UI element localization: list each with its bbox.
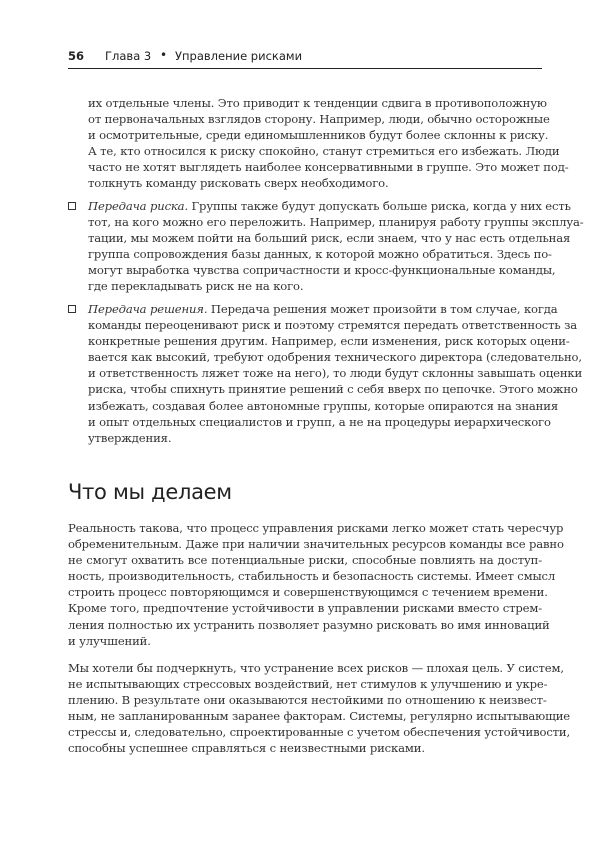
text-line: Кроме того, предпочтение устойчивости в управлении рисками вместо стрем- (68, 601, 542, 616)
text-line: Мы хотели бы подчеркнуть, что устранение всех рисков — плохая цель. У систем, (68, 661, 564, 675)
text-line: группа сопровождения базы данных, к которой можно обратиться. Здесь по- (88, 247, 552, 262)
checkbox-bullet-icon (68, 202, 76, 210)
text-line: и осмотрительные, среди единомышленников будут более склонны к риску. (88, 128, 549, 143)
text-line: их отдельные члены. Это приводит к тенденции сдвига в противоположную (88, 96, 547, 110)
body-paragraph (68, 520, 564, 649)
text-line: могут выработка чувства сопричастности и кросс-функциональные команды, (88, 263, 556, 278)
body-paragraph (68, 660, 571, 757)
text-line: А те, кто относился к риску спокойно, станут стремиться его избежать. Люди (88, 144, 560, 159)
text-line: от первоначальных взглядов сторону. Например, люди, обычно осторожные (88, 112, 550, 127)
chapter-label: Глава 3 (105, 49, 152, 63)
text-line: и ответственность ляжет тоже на него), то люди будут склонны завышать оценки (88, 366, 583, 381)
text-line: и опыт отдельных специалистов и групп, а не на процедуры иерархического (88, 414, 551, 429)
text-line: вается как высокий, требуют одобрения технического директора (следовательно, (88, 350, 582, 365)
text-line: плению. В результате они оказываются нестойкими по отношению к неизвест- (68, 693, 547, 708)
text-line: строить процесс повторяющимся и совершенствующимся с течением времени. (68, 585, 548, 600)
bullet-item-risk-transfer (88, 198, 584, 295)
text-line: тации, мы можем пойти на больший риск, если знаем, что у нас есть отдельная (88, 231, 571, 246)
text-line: Передача решения. Передача решения может произойти в том случае, когда (88, 302, 558, 316)
text-line: не смогут охватить все потенциальные риски, способные повлиять на доступ- (68, 553, 542, 568)
text-line: ность, производительность, стабильность и безопасность системы. Имеет смысл (68, 569, 556, 584)
text-line: толкнуть команду рисковать сверх необходимого. (88, 176, 389, 191)
text-line: где перекладывать риск не на кого. (88, 279, 304, 294)
text-line: не испытывающих стрессовых воздействий, нет стимулов к улучшению и укре- (68, 677, 548, 692)
text-line: способны успешнее справляться с неизвестными рисками. (68, 741, 425, 756)
text-line: Реальность такова, что процесс управления рисками легко может стать чересчур (68, 521, 564, 535)
text-line: ным, не запланированным заранее факторам. Системы, регулярно испытывающие (68, 709, 571, 724)
checkbox-bullet-icon (68, 305, 76, 313)
text-line: часто не хотят выглядеть наиболее консервативными в группе. Это может под- (88, 160, 569, 175)
text-line: конкретные решения другим. Например, если изменения, риск которых оцени- (88, 334, 570, 349)
chapter-title: Управление рисками (175, 49, 303, 63)
text-line: риска, чтобы спихнуть принятие решений с себя вверх по цепочке. Этого можно (88, 382, 578, 397)
text-line: стрессы и, следовательно, спроектированные с учетом обеспечения устойчивости, (68, 725, 571, 740)
text-line: тот, на кого можно его переложить. Например, планируя работу группы эксплуа- (88, 215, 584, 230)
text-line: утверждения. (88, 430, 172, 445)
header-separator: • (160, 48, 168, 62)
intro-paragraph (88, 95, 569, 192)
text-line: Передача риска. Группы также будут допускать больше риска, когда у них есть (88, 199, 571, 213)
bullet-lead-term: Передача риска. (88, 199, 188, 213)
text-line: избежать, создавая более автономные группы, которые опираются на знания (88, 398, 559, 413)
text-line: ления полностью их устранить позволяет разумно рисковать во имя инноваций (68, 617, 550, 632)
running-header (68, 49, 542, 69)
text-line: и улучшений. (68, 633, 151, 648)
text-line: команды переоценивают риск и поэтому стремятся передать ответственность за (88, 318, 578, 333)
bullet-item-decision-transfer (88, 301, 583, 446)
section-heading: Что мы делаем (68, 480, 232, 504)
page-number: 56 (68, 49, 85, 63)
bullet-lead-term: Передача решения. (88, 302, 208, 316)
text-line: обременительным. Даже при наличии значительных ресурсов команды все равно (68, 537, 564, 552)
